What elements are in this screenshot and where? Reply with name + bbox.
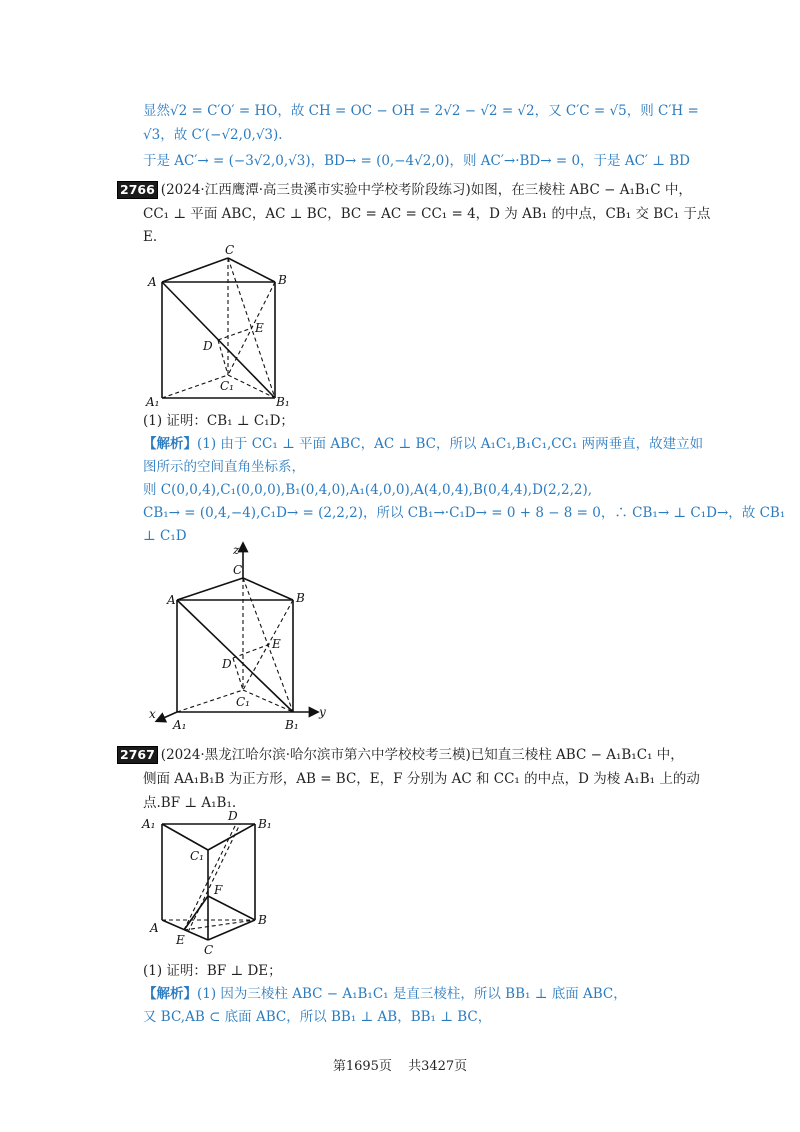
total-pages: 共3427页 bbox=[408, 1059, 468, 1074]
solution-line: ⊥ C₁D bbox=[143, 528, 187, 544]
vertex-label: A bbox=[167, 593, 176, 607]
problem-text: CC₁ ⊥ 平面 ABC，AC ⊥ BC，BC = AC = CC₁ = 4，D 为 AB₁ 的中点，CB₁ 交 BC₁ 于点 bbox=[143, 206, 711, 222]
axis-label: y bbox=[319, 705, 326, 719]
vertex-label: C₁ bbox=[190, 849, 204, 863]
vertex-label: B bbox=[296, 591, 305, 605]
problem-2767-header bbox=[117, 746, 684, 764]
solution-line: 又 BC,AB ⊂ 底面 ABC，所以 BB₁ ⊥ AB，BB₁ ⊥ BC， bbox=[143, 1009, 492, 1025]
vertex-label: A₁ bbox=[146, 395, 160, 409]
vertex-label: C bbox=[233, 563, 243, 577]
vertex-label: C bbox=[204, 943, 214, 957]
solution-line: √3，故 C′(−√2,0,√3). bbox=[143, 127, 283, 143]
page-number: 第1695页 bbox=[332, 1059, 392, 1074]
solution-line: 【解析】(1) 因为三棱柱 ABC − A₁B₁C₁ 是直三棱柱，所以 BB₁ ⊥ 底面 ABC， bbox=[143, 986, 627, 1002]
vertex-label: A bbox=[150, 921, 159, 935]
vertex-label: D bbox=[222, 657, 232, 671]
vertex-label: D bbox=[228, 809, 238, 823]
solution-line: 则 C(0,0,4),C₁(0,0,0),B₁(0,4,0),A₁(4,0,0),A(4,0,4),B(0,4,4),D(2,2,2), bbox=[143, 482, 593, 498]
vertex-label: E bbox=[255, 321, 264, 335]
problem-text: 侧面 AA₁B₁B 为正方形，AB = BC，E，F 分别为 AC 和 CC₁ 的中点，D 为棱 A₁B₁ 上的动 bbox=[143, 771, 700, 787]
vertex-label: B bbox=[258, 913, 267, 927]
vertex-label: F bbox=[214, 883, 223, 897]
vertex-label: C₁ bbox=[220, 379, 234, 393]
vertex-label: B bbox=[278, 273, 287, 287]
page-footer bbox=[0, 1055, 800, 1074]
question-1: (1) 证明：BF ⊥ DE； bbox=[143, 963, 282, 979]
axis-label: x bbox=[149, 707, 156, 721]
prism-figure-2-coordinates bbox=[145, 540, 345, 740]
solution-line: 【解析】(1) 由于 CC₁ ⊥ 平面 ABC，AC ⊥ BC，所以 A₁C₁,B₁C₁,CC₁ 两两垂直，故建立如 bbox=[143, 436, 704, 452]
vertex-label: B₁ bbox=[276, 395, 290, 409]
problem-number-badge: 2767 bbox=[117, 746, 158, 764]
solution-tag: 【解析】 bbox=[143, 436, 197, 452]
question-1: (1) 证明：CB₁ ⊥ C₁D； bbox=[143, 413, 294, 429]
vertex-label: E bbox=[176, 933, 185, 947]
problem-2766-header bbox=[117, 181, 692, 199]
solution-line: 图所示的空间直角坐标系， bbox=[143, 459, 305, 475]
solution-line: 于是 AC′→ = (−3√2,0,√3)，BD→ = (0,−4√2,0)，则 AC′→·BD→ = 0，于是 AC′ ⊥ BD bbox=[143, 153, 691, 169]
prism-figure-1 bbox=[140, 240, 310, 410]
vertex-label: D bbox=[203, 339, 213, 353]
vertex-label: B₁ bbox=[285, 718, 299, 732]
axis-label: z bbox=[233, 543, 240, 557]
solution-line: 显然√2 = C′O′ = HO，故 CH = OC − OH = 2√2 − √2 = √2，又 C′C = √5，则 C′H = bbox=[143, 103, 699, 119]
vertex-label: A bbox=[148, 275, 157, 289]
problem-text: 点.BF ⊥ A₁B₁. bbox=[143, 795, 237, 811]
vertex-label: E bbox=[272, 637, 281, 651]
vertex-label: A₁ bbox=[173, 718, 187, 732]
vertex-label: C bbox=[225, 243, 235, 257]
solution-line: CB₁→ = (0,4,−4),C₁D→ = (2,2,2)，所以 CB₁→·C₁D→ = 0 + 8 − 8 = 0，∴ CB₁→ ⊥ C₁D→，故 CB₁ bbox=[143, 505, 786, 521]
prism-figure-3 bbox=[140, 808, 290, 958]
problem-text: (2024·黑龙江哈尔滨·哈尔滨市第六中学校校考三模)已知直三棱柱 ABC − A₁B₁C₁ 中， bbox=[160, 747, 684, 763]
problem-text: (2024·江西鹰潭·高三贵溪市实验中学校考阶段练习)如图，在三棱柱 ABC − A₁B₁C 中， bbox=[160, 182, 692, 198]
solution-tag: 【解析】 bbox=[143, 986, 197, 1002]
problem-number-badge: 2766 bbox=[117, 181, 158, 199]
vertex-label: B₁ bbox=[258, 817, 272, 831]
vertex-label: C₁ bbox=[236, 695, 250, 709]
vertex-label: A₁ bbox=[142, 817, 156, 831]
problem-text: E. bbox=[143, 229, 158, 245]
